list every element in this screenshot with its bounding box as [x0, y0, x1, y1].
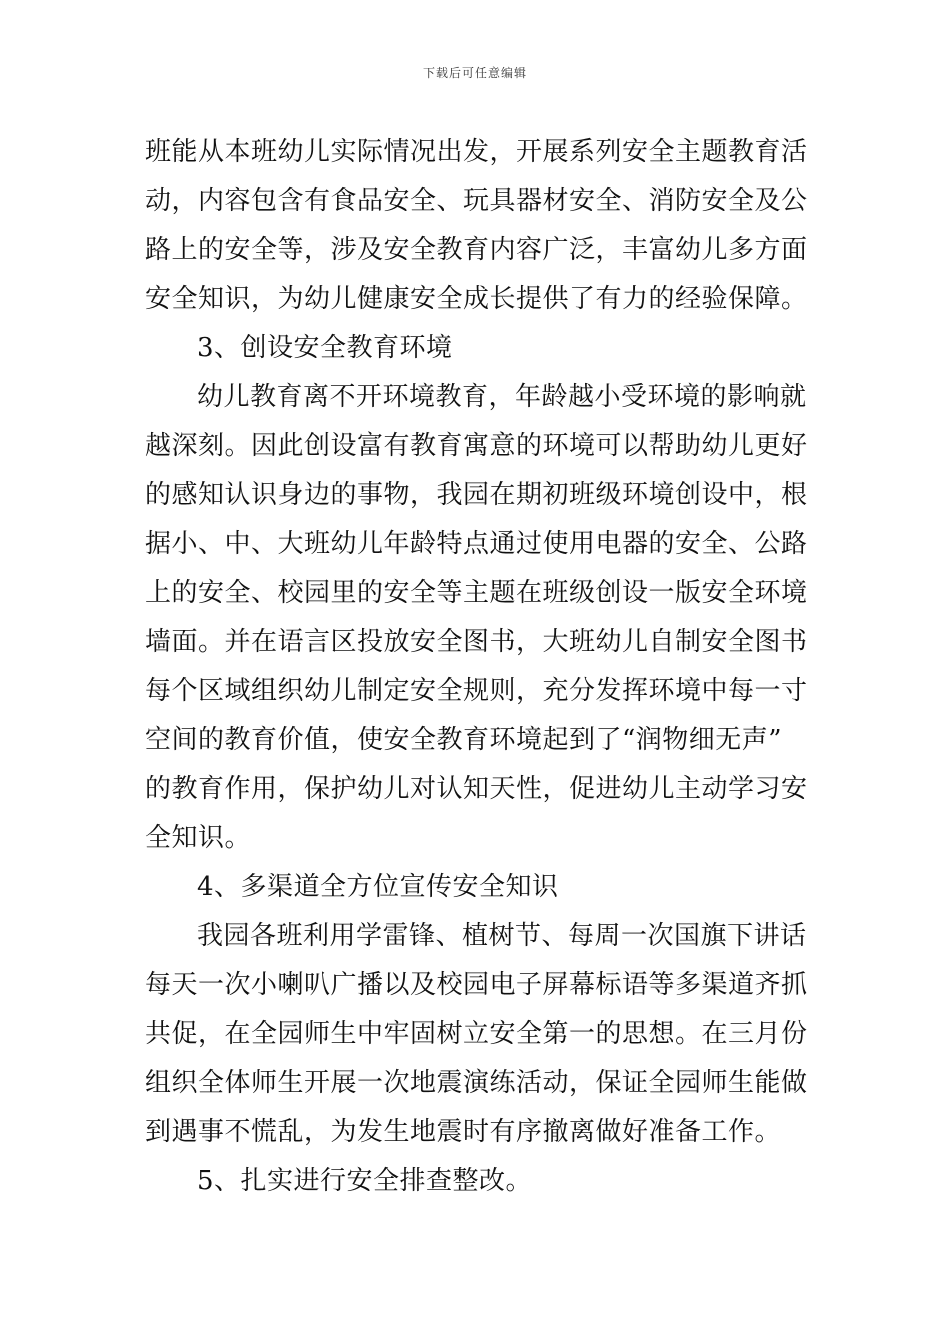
- text-line: 共促，在全园师生中牢固树立安全第一的思想。在三月份: [145, 1019, 808, 1049]
- text-line: 的感知认识身边的事物，我园在期初班级环境创设中，根: [145, 480, 808, 510]
- section-heading: 3、创设安全教育环境: [197, 333, 453, 363]
- page-header: 下载后可任意编辑: [422, 66, 527, 80]
- text-line: 组织全体师生开展一次地震演练活动，保证全园师生能做: [145, 1068, 808, 1098]
- text-line: 动，内容包含有食品安全、玩具器材安全、消防安全及公: [145, 186, 808, 216]
- text-line: 空间的教育价值，使安全教育环境起到了“润物细无声”: [145, 725, 783, 755]
- text-line: 到遇事不慌乱，为发生地震时有序撤离做好准备工作。: [145, 1117, 782, 1147]
- text-line: 全知识。: [145, 823, 252, 853]
- text-line: 上的安全、校园里的安全等主题在班级创设一版安全环境: [145, 578, 808, 608]
- text-line: 每天一次小喇叭广播以及校园电子屏幕标语等多渠道齐抓: [145, 970, 808, 1000]
- text-line: 的教育作用，保护幼儿对认知天性，促进幼儿主动学习安: [145, 774, 808, 804]
- text-line: 墙面。并在语言区投放安全图书，大班幼儿自制安全图书: [145, 627, 808, 657]
- text-line: 路上的安全等，涉及安全教育内容广泛，丰富幼儿多方面: [145, 235, 808, 265]
- text-line: 每个区域组织幼儿制定安全规则，充分发挥环境中每一寸: [145, 676, 808, 706]
- text-line: 越深刻。因此创设富有教育寓意的环境可以帮助幼儿更好: [145, 431, 808, 461]
- text-line: 幼儿教育离不开环境教育，年龄越小受环境的影响就: [197, 382, 807, 412]
- text-line: 我园各班利用学雷锋、植树节、每周一次国旗下讲话: [197, 921, 807, 951]
- section-heading: 5、扎实进行安全排查整改。: [197, 1166, 533, 1196]
- text-line: 据小、中、大班幼儿年龄特点通过使用电器的安全、公路: [145, 529, 808, 559]
- text-line: 安全知识，为幼儿健康安全成长提供了有力的经验保障。: [145, 284, 808, 314]
- text-line: 班能从本班幼儿实际情况出发，开展系列安全主题教育活: [145, 137, 808, 167]
- document-body: [145, 128, 809, 1206]
- section-heading: 4、多渠道全方位宣传安全知识: [197, 872, 559, 902]
